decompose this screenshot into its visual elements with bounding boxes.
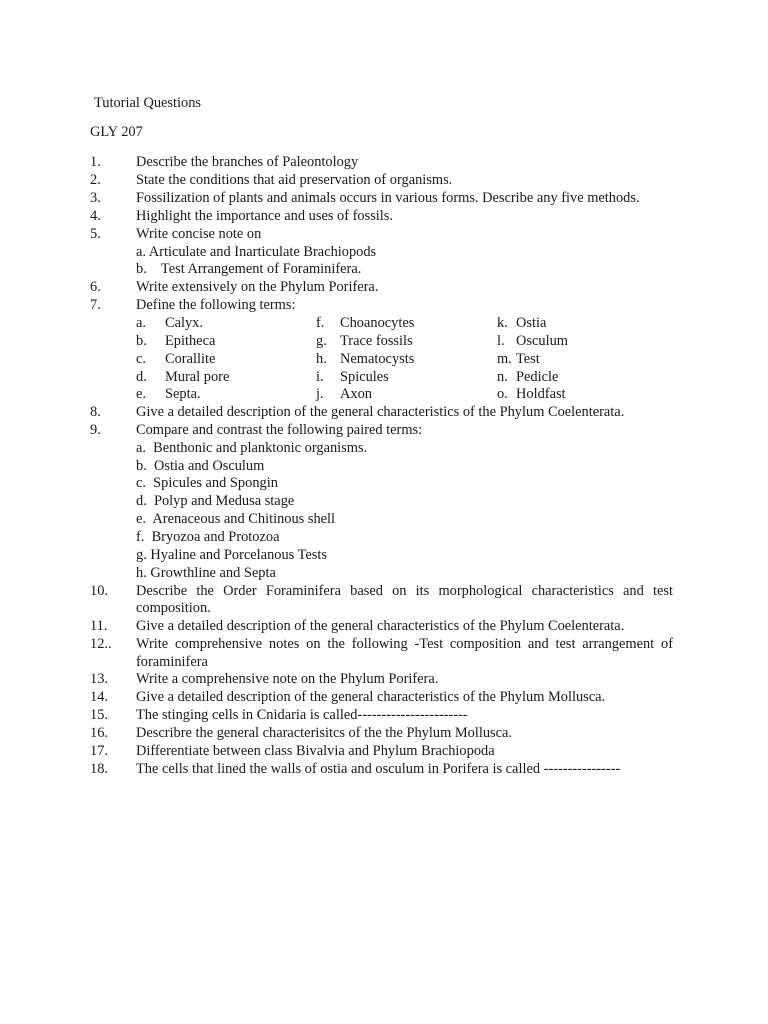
question-text: Highlight the importance and uses of fossils. xyxy=(136,208,393,224)
question-number: 2. xyxy=(90,172,101,188)
question-number: 3. xyxy=(90,190,101,206)
question-number: 7. xyxy=(90,297,101,313)
question-number: 1. xyxy=(90,154,101,170)
term: Corallite xyxy=(165,351,216,367)
question-number: 17. xyxy=(90,743,108,759)
term-letter: c. xyxy=(136,351,146,367)
sub-item: c. Spicules and Spongin xyxy=(136,475,278,491)
term: Osculum xyxy=(516,333,568,349)
term-letter: o. xyxy=(497,386,508,402)
sub-item: f. Bryozoa and Protozoa xyxy=(136,529,280,545)
question-text: Give a detailed description of the general characteristics of the Phylum Coelenterata. xyxy=(136,404,625,420)
sub-item: b. Test Arrangement of Foraminifera. xyxy=(136,261,362,277)
term-letter: j. xyxy=(316,386,324,402)
question-text: Describe the branches of Paleontology xyxy=(136,154,359,170)
term-letter: m. xyxy=(497,351,512,367)
question-number: 4. xyxy=(90,208,101,224)
page-title: Tutorial Questions xyxy=(94,95,202,111)
question-number: 15. xyxy=(90,707,108,723)
term: Ostia xyxy=(516,315,547,331)
question-text: State the conditions that aid preservation of organisms. xyxy=(136,172,453,188)
question-number: 9. xyxy=(90,422,101,438)
term-letter: n. xyxy=(497,369,508,385)
term-letter: k. xyxy=(497,315,508,331)
term: Epitheca xyxy=(165,333,216,349)
term-letter: d. xyxy=(136,369,147,385)
question-text: Write comprehensive notes on the following -Test composition and test arrangement of xyxy=(136,636,673,652)
term: Trace fossils xyxy=(340,333,413,349)
sub-item: a. Benthonic and planktonic organisms. xyxy=(136,440,368,456)
term-letter: l. xyxy=(497,333,505,349)
term-letter: b. xyxy=(136,333,147,349)
term: Spicules xyxy=(340,369,389,385)
question-number: 10. xyxy=(90,583,108,599)
term: Axon xyxy=(340,386,372,402)
course-code: GLY 207 xyxy=(90,124,143,140)
question-number: 13. xyxy=(90,671,108,687)
sub-item: b. Ostia and Osculum xyxy=(136,458,265,474)
sub-item: h. Growthline and Septa xyxy=(136,565,276,581)
sub-item: e. Arenaceous and Chitinous shell xyxy=(136,511,336,527)
question-text: The cells that lined the walls of ostia and osculum in Porifera is called ---------------- xyxy=(136,761,621,777)
term-letter: e. xyxy=(136,386,146,402)
question-text: Differentiate between class Bivalvia and Phylum Brachiopoda xyxy=(136,743,495,759)
term: Pedicle xyxy=(516,369,559,385)
question-number: 14. xyxy=(90,689,108,705)
question-text: Write concise note on xyxy=(136,226,262,242)
term: Nematocysts xyxy=(340,351,415,367)
sub-item: a. Articulate and Inarticulate Brachiopods xyxy=(136,244,377,260)
term-letter: f. xyxy=(316,315,325,331)
question-text: Write extensively on the Phylum Porifera. xyxy=(136,279,379,295)
question-text: Define the following terms: xyxy=(136,297,296,313)
question-text: Write a comprehensive note on the Phylum Porifera. xyxy=(136,671,439,687)
question-text: Compare and contrast the following paired terms: xyxy=(136,422,423,438)
question-text-continued: foraminifera xyxy=(136,654,208,670)
question-text: Give a detailed description of the general characteristics of the Phylum Mollusca. xyxy=(136,689,606,705)
term-letter: g. xyxy=(316,333,327,349)
term: Holdfast xyxy=(516,386,566,402)
question-text: Give a detailed description of the general characteristics of the Phylum Coelenterata. xyxy=(136,618,625,634)
term: Mural pore xyxy=(165,369,230,385)
question-number: 5. xyxy=(90,226,101,242)
term-letter: a. xyxy=(136,315,146,331)
question-text: The stinging cells in Cnidaria is called----------------------- xyxy=(136,707,468,723)
question-number: 12.. xyxy=(90,636,112,652)
question-number: 16. xyxy=(90,725,108,741)
question-number: 8. xyxy=(90,404,101,420)
sub-item: g. Hyaline and Porcelanous Tests xyxy=(136,547,327,563)
question-number: 11. xyxy=(90,618,108,634)
question-number: 18. xyxy=(90,761,108,777)
question-text: Describre the general characterisitcs of the the Phylum Mollusca. xyxy=(136,725,513,741)
term-letter: i. xyxy=(316,369,324,385)
question-number: 6. xyxy=(90,279,101,295)
term: Calyx. xyxy=(165,315,203,331)
term: Septa. xyxy=(165,386,201,402)
term: Test xyxy=(516,351,540,367)
question-text: Fossilization of plants and animals occurs in various forms. Describe any five methods. xyxy=(136,190,640,206)
term-letter: h. xyxy=(316,351,327,367)
question-text: Describe the Order Foraminifera based on its morphological characteristics and test xyxy=(136,583,673,599)
term: Choanocytes xyxy=(340,315,415,331)
sub-item: d. Polyp and Medusa stage xyxy=(136,493,295,509)
question-text-continued: composition. xyxy=(136,600,211,616)
